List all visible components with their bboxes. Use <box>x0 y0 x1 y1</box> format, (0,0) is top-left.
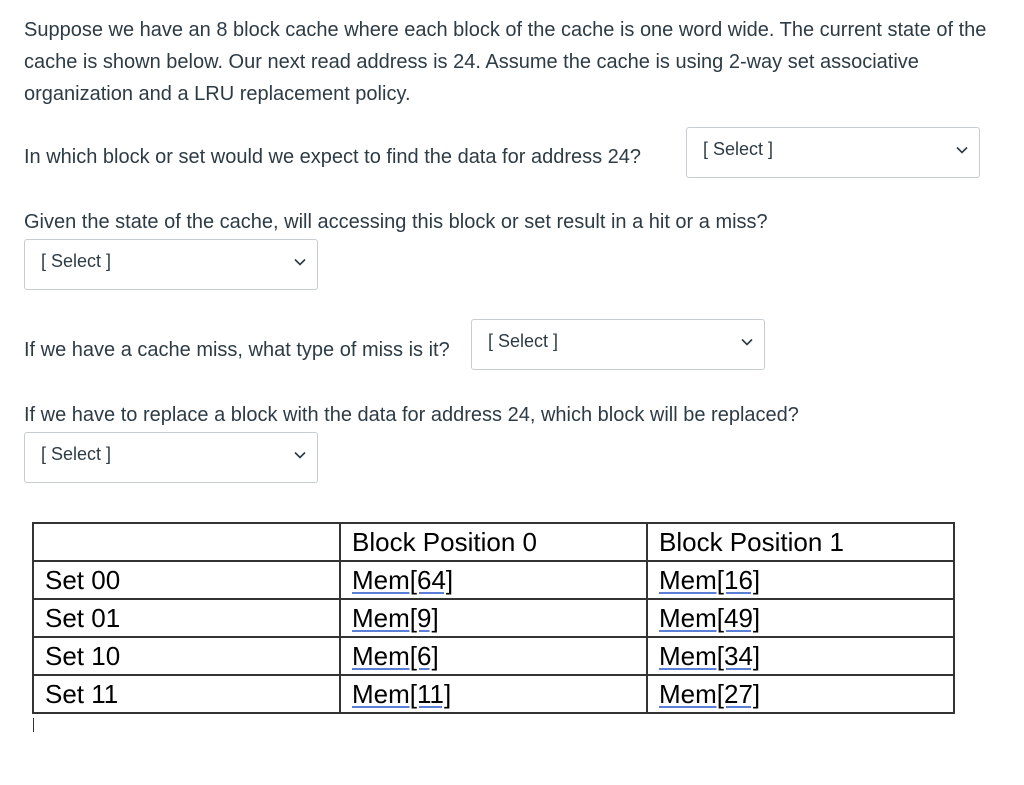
mem-block-link[interactable]: Mem[27] <box>659 679 761 709</box>
question-1-text: In which block or set would we expect to find the data for address 24? <box>24 146 642 168</box>
set-label: Set 11 <box>33 675 340 713</box>
question-4-text: If we have to replace a block with the data for address 24, which block will be replaced? <box>24 404 799 426</box>
question-2-select-value: [ Select ] <box>41 251 112 271</box>
mem-block-link[interactable]: Mem[11] <box>352 679 452 709</box>
chevron-down-icon <box>955 143 969 157</box>
question-3-select[interactable] <box>471 319 765 370</box>
question-4-select[interactable] <box>24 432 318 483</box>
table-corner-mark <box>33 718 34 732</box>
table-row <box>33 637 954 675</box>
set-label: Set 00 <box>33 561 340 599</box>
table-row <box>33 561 954 599</box>
table-header-cell: Block Position 1 <box>647 523 954 561</box>
intro-paragraph: Suppose we have an 8 block cache where each block of the cache is one word wide. The current state of the cache is shown below. Our next read address is 24. Assume the cache is using 2-way set associative organization and a LRU replacement policy. <box>24 19 987 105</box>
question-2-select[interactable] <box>24 239 318 290</box>
table-row <box>33 599 954 637</box>
table-header-cell <box>33 523 340 561</box>
set-label: Set 01 <box>33 599 340 637</box>
cache-state-table <box>32 522 955 714</box>
table-header-cell: Block Position 0 <box>340 523 647 561</box>
chevron-down-icon <box>293 448 307 462</box>
question-2-text: Given the state of the cache, will accessing this block or set result in a hit or a miss? <box>24 211 768 233</box>
mem-block-link[interactable]: Mem[16] <box>659 565 761 595</box>
mem-block-link[interactable]: Mem[64] <box>352 565 454 595</box>
mem-block-link[interactable]: Mem[49] <box>659 603 761 633</box>
chevron-down-icon <box>740 335 754 349</box>
chevron-down-icon <box>293 255 307 269</box>
question-4-select-value: [ Select ] <box>41 444 112 464</box>
mem-block-link[interactable]: Mem[6] <box>352 641 439 671</box>
table-header-row <box>33 523 954 561</box>
question-3-select-value: [ Select ] <box>488 331 559 351</box>
mem-block-link[interactable]: Mem[9] <box>352 603 439 633</box>
question-1-select[interactable] <box>686 127 980 178</box>
question-3-text: If we have a cache miss, what type of miss is it? <box>24 339 450 361</box>
table-row <box>33 675 954 713</box>
set-label: Set 10 <box>33 637 340 675</box>
mem-block-link[interactable]: Mem[34] <box>659 641 761 671</box>
question-1-select-value: [ Select ] <box>703 139 774 159</box>
